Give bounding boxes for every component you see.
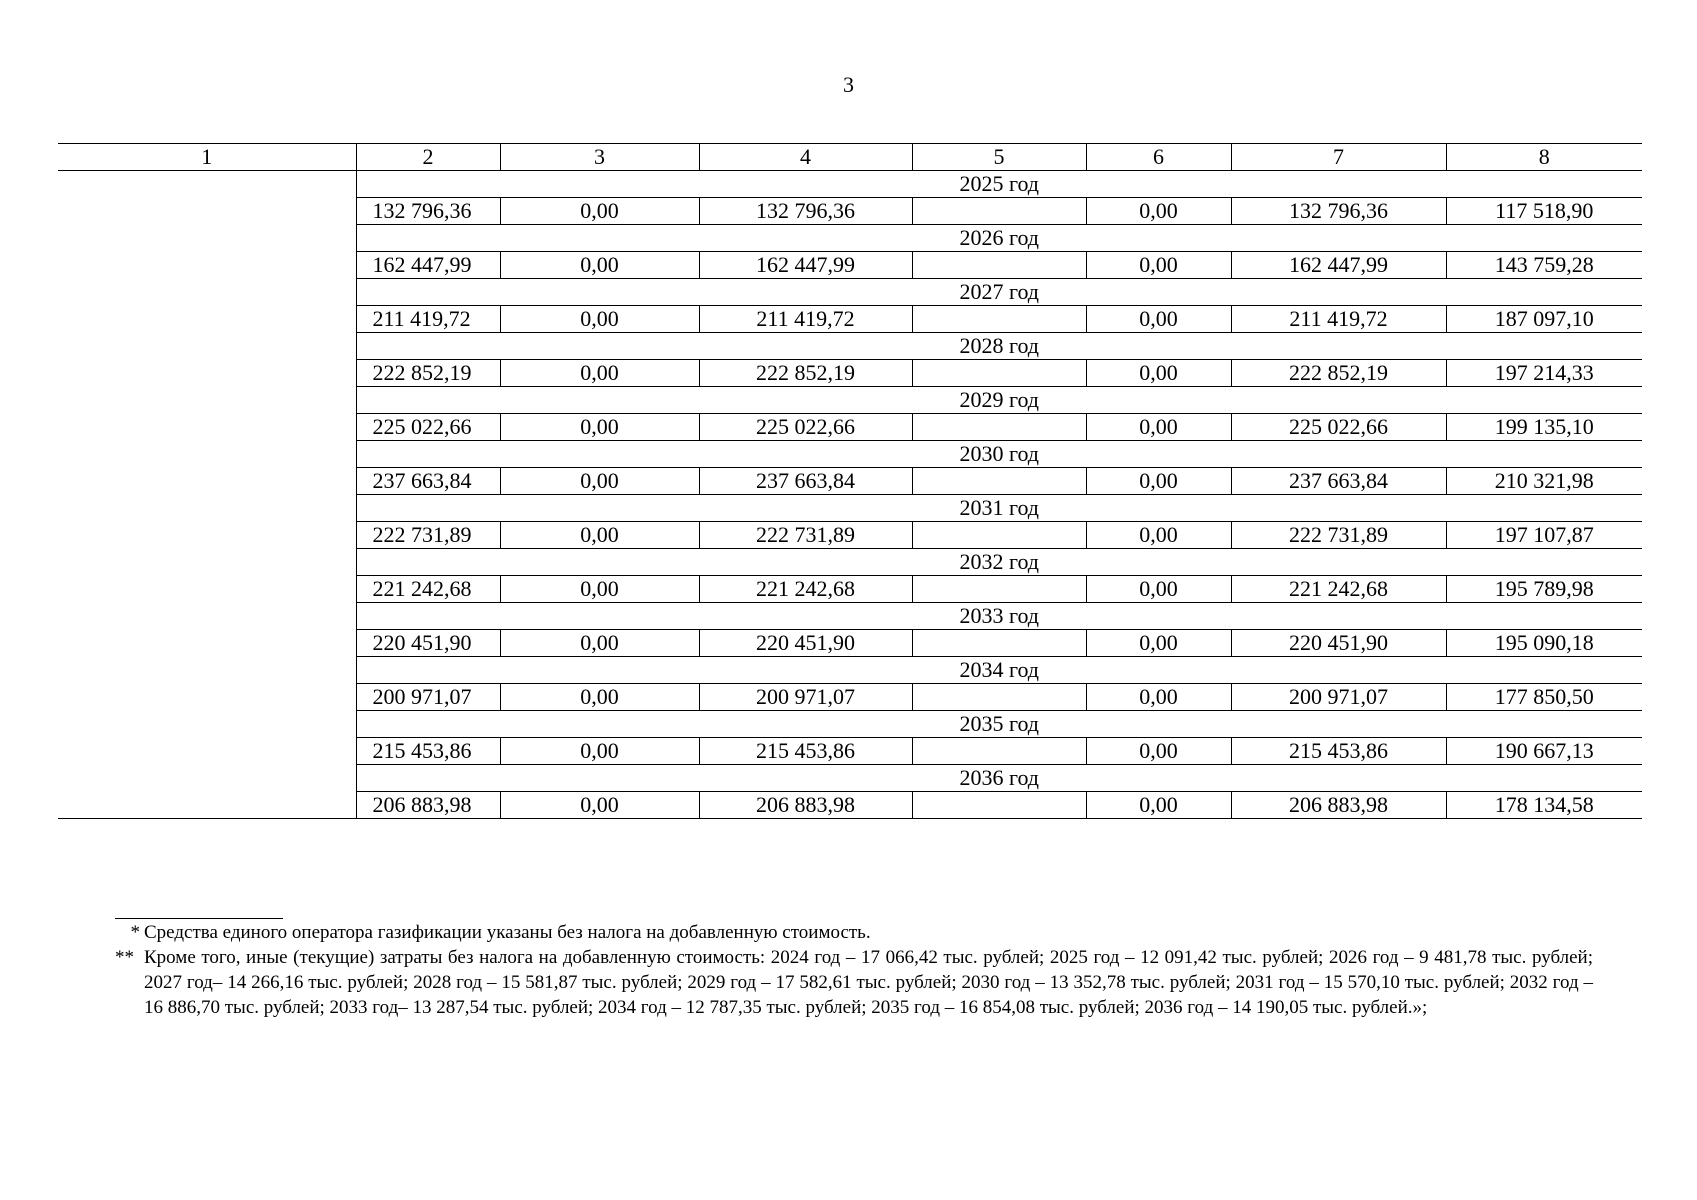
value-cell: 199 135,10 xyxy=(1446,414,1642,441)
value-cell: 162 447,99 xyxy=(356,252,500,279)
page-number: 3 xyxy=(843,72,854,97)
value-cell: 211 419,72 xyxy=(356,306,500,333)
header-row xyxy=(58,144,1642,171)
value-cell xyxy=(912,630,1086,657)
header-cell: 1 xyxy=(58,144,356,171)
year-label: 2029 год xyxy=(356,387,1642,414)
value-cell: 0,00 xyxy=(500,576,699,603)
financing-table xyxy=(58,143,1642,819)
year-label: 2026 год xyxy=(356,225,1642,252)
value-cell: 0,00 xyxy=(500,738,699,765)
footnote-mark: * xyxy=(130,922,140,943)
year-label: 2031 год xyxy=(356,495,1642,522)
value-cell: 0,00 xyxy=(1086,306,1231,333)
value-cell: 0,00 xyxy=(1086,576,1231,603)
value-cell: 132 796,36 xyxy=(1231,198,1446,225)
value-cell: 0,00 xyxy=(1086,738,1231,765)
value-cell: 200 971,07 xyxy=(699,684,912,711)
header-cell: 8 xyxy=(1446,144,1642,171)
value-cell: 197 214,33 xyxy=(1446,360,1642,387)
column-1-cell xyxy=(58,171,356,819)
value-cell: 222 852,19 xyxy=(1231,360,1446,387)
value-cell: 177 850,50 xyxy=(1446,684,1642,711)
value-cell: 0,00 xyxy=(500,306,699,333)
value-cell xyxy=(912,360,1086,387)
value-cell: 200 971,07 xyxy=(356,684,500,711)
value-cell: 222 731,89 xyxy=(699,522,912,549)
value-cell xyxy=(912,522,1086,549)
year-label: 2030 год xyxy=(356,441,1642,468)
value-cell: 117 518,90 xyxy=(1446,198,1642,225)
value-cell xyxy=(912,414,1086,441)
value-cell: 237 663,84 xyxy=(1231,468,1446,495)
year-label: 2036 год xyxy=(356,765,1642,792)
value-cell xyxy=(912,468,1086,495)
year-label: 2025 год xyxy=(356,171,1642,198)
value-cell: 162 447,99 xyxy=(1231,252,1446,279)
value-cell: 0,00 xyxy=(1086,198,1231,225)
value-cell: 0,00 xyxy=(1086,684,1231,711)
value-cell xyxy=(912,198,1086,225)
value-cell xyxy=(912,792,1086,819)
value-cell: 220 451,90 xyxy=(356,630,500,657)
footnote-text: Кроме того, иные (текущие) затраты без налога на добавленную стоимость: 2024 год – 17 066,42 тыс. рублей; 2025 год – 12 091,42 тыс. рублей; 2026 год – 9 481,78 тыс. рублей; 2027 год– 14 266,16 тыс. рублей; 2028 год – 15 581,87 тыс. рублей; 2029 год – 17 582,61 тыс. рублей; 2030 год – 13 352,78 тыс. рублей; 2031 год – 15 570,10 тыс. рублей; 2032 год – 16 886,70 тыс. рублей; 2033 год– 13 287,54 тыс. рублей; 2034 год – 12 787,35 тыс. рублей; 2035 год – 16 854,08 тыс. рублей; 2036 год – 14 190,05 тыс. рублей.»; xyxy=(144,947,1593,1018)
footnote-separator xyxy=(115,918,283,919)
year-label: 2033 год xyxy=(356,603,1642,630)
header-cell: 5 xyxy=(912,144,1086,171)
value-cell: 211 419,72 xyxy=(1231,306,1446,333)
value-cell: 143 759,28 xyxy=(1446,252,1642,279)
value-cell xyxy=(912,684,1086,711)
footnote-text: Средства единого оператора газификации указаны без налога на добавленную стоимость. xyxy=(144,922,871,943)
header-cell: 7 xyxy=(1231,144,1446,171)
value-cell: 225 022,66 xyxy=(699,414,912,441)
value-cell: 225 022,66 xyxy=(356,414,500,441)
header-cell: 4 xyxy=(699,144,912,171)
header-cell: 3 xyxy=(500,144,699,171)
value-cell: 215 453,86 xyxy=(1231,738,1446,765)
year-label: 2028 год xyxy=(356,333,1642,360)
value-cell: 222 852,19 xyxy=(356,360,500,387)
value-cell: 0,00 xyxy=(1086,630,1231,657)
value-cell xyxy=(912,252,1086,279)
value-cell: 222 731,89 xyxy=(1231,522,1446,549)
value-cell: 0,00 xyxy=(500,252,699,279)
year-label: 2032 год xyxy=(356,549,1642,576)
year-label: 2027 год xyxy=(356,279,1642,306)
value-cell: 0,00 xyxy=(500,792,699,819)
value-cell xyxy=(912,306,1086,333)
value-cell: 0,00 xyxy=(1086,468,1231,495)
value-cell: 0,00 xyxy=(500,360,699,387)
value-cell: 195 789,98 xyxy=(1446,576,1642,603)
year-label: 2035 год xyxy=(356,711,1642,738)
value-cell: 200 971,07 xyxy=(1231,684,1446,711)
value-cell: 221 242,68 xyxy=(1231,576,1446,603)
footnote-1 xyxy=(115,920,1593,945)
value-cell: 215 453,86 xyxy=(356,738,500,765)
value-cell: 222 731,89 xyxy=(356,522,500,549)
value-cell: 237 663,84 xyxy=(356,468,500,495)
value-cell: 178 134,58 xyxy=(1446,792,1642,819)
value-cell xyxy=(912,576,1086,603)
header-cell: 6 xyxy=(1086,144,1231,171)
value-cell: 237 663,84 xyxy=(699,468,912,495)
value-cell: 0,00 xyxy=(500,468,699,495)
value-cell: 0,00 xyxy=(500,198,699,225)
footnote-mark: ** xyxy=(115,947,134,968)
year-row xyxy=(58,171,1642,198)
value-cell: 162 447,99 xyxy=(699,252,912,279)
value-cell: 221 242,68 xyxy=(699,576,912,603)
value-cell: 0,00 xyxy=(1086,522,1231,549)
value-cell: 225 022,66 xyxy=(1231,414,1446,441)
value-cell: 190 667,13 xyxy=(1446,738,1642,765)
value-cell: 211 419,72 xyxy=(699,306,912,333)
footnotes xyxy=(115,920,1593,1020)
value-cell: 0,00 xyxy=(500,414,699,441)
value-cell: 206 883,98 xyxy=(1231,792,1446,819)
value-cell: 0,00 xyxy=(500,522,699,549)
value-cell: 220 451,90 xyxy=(699,630,912,657)
value-cell: 195 090,18 xyxy=(1446,630,1642,657)
value-cell: 0,00 xyxy=(500,684,699,711)
value-cell: 0,00 xyxy=(500,630,699,657)
value-cell: 0,00 xyxy=(1086,792,1231,819)
value-cell: 0,00 xyxy=(1086,414,1231,441)
value-cell: 187 097,10 xyxy=(1446,306,1642,333)
value-cell: 0,00 xyxy=(1086,360,1231,387)
year-label: 2034 год xyxy=(356,657,1642,684)
value-cell: 206 883,98 xyxy=(699,792,912,819)
header-cell: 2 xyxy=(356,144,500,171)
value-cell: 215 453,86 xyxy=(699,738,912,765)
value-cell: 0,00 xyxy=(1086,252,1231,279)
value-cell: 197 107,87 xyxy=(1446,522,1642,549)
value-cell: 220 451,90 xyxy=(1231,630,1446,657)
value-cell: 132 796,36 xyxy=(699,198,912,225)
value-cell: 221 242,68 xyxy=(356,576,500,603)
value-cell: 222 852,19 xyxy=(699,360,912,387)
value-cell: 206 883,98 xyxy=(356,792,500,819)
value-cell: 210 321,98 xyxy=(1446,468,1642,495)
value-cell xyxy=(912,738,1086,765)
value-cell: 132 796,36 xyxy=(356,198,500,225)
footnote-2 xyxy=(115,945,1593,1020)
